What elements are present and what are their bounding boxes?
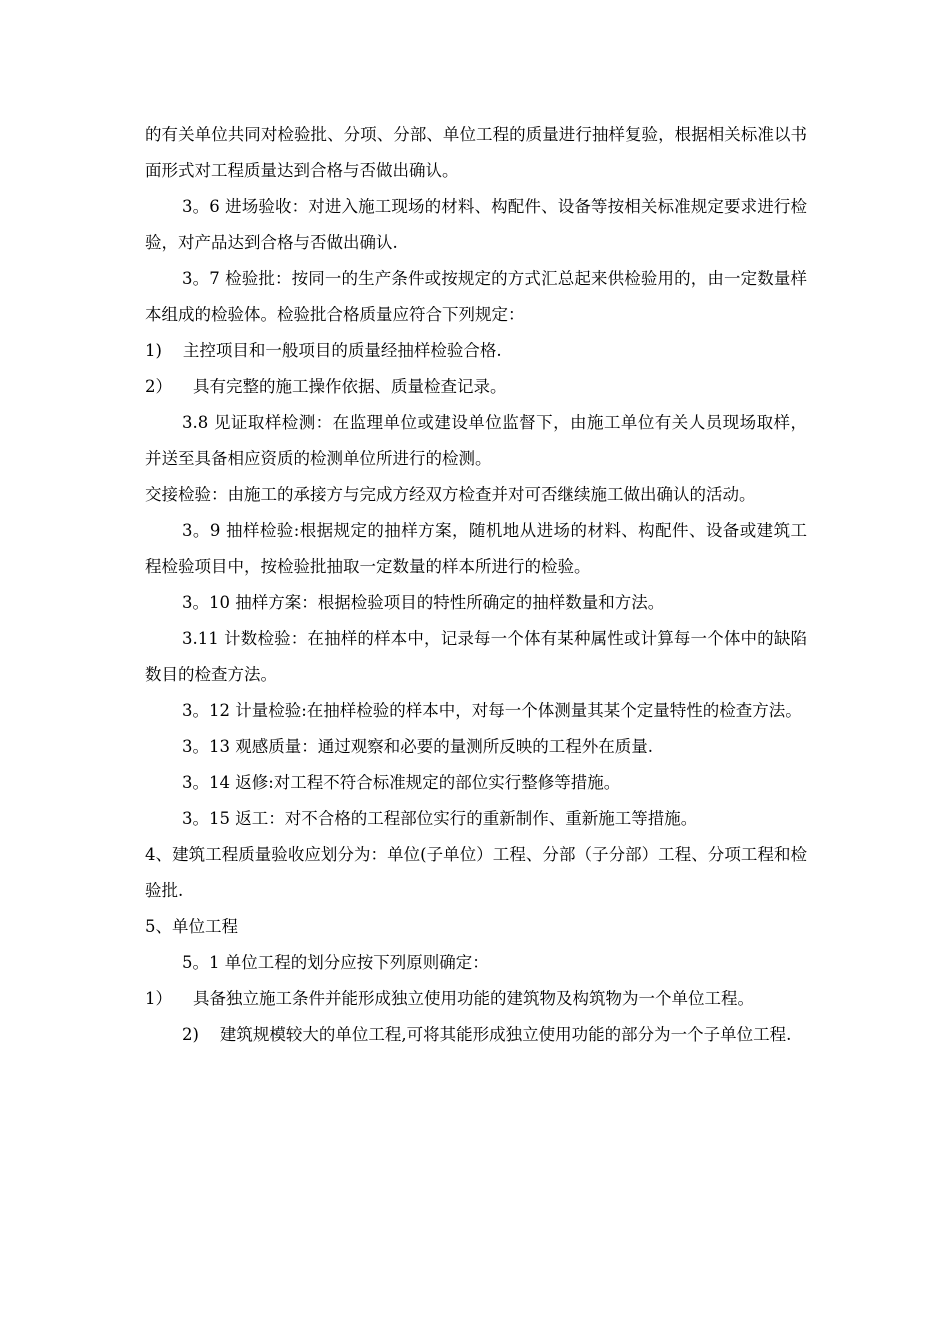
paragraph-3-11-count-inspection: 3.11 计数检验：在抽样的样本中，记录每一个体有某种属性或计算每一个体中的缺陷数目的检查方法。 — [145, 629, 807, 684]
list-item-2-sub-unit: 2) 建筑规模较大的单位工程,可将其能形成独立使用功能的部分为一个子单位工程. — [182, 1025, 792, 1044]
paragraph-inspection-recheck: 的有关单位共同对检验批、分项、分部、单位工程的质量进行抽样复验，根据相关标准以书面形式对工程质量达到合格与否做出确认。 — [145, 125, 807, 180]
paragraph-5-1-division-principles: 5。1 单位工程的划分应按下列原则确定： — [182, 953, 489, 972]
document-page — [145, 117, 807, 1053]
heading-5-unit-project: 5、单位工程 — [145, 917, 238, 936]
paragraph-3-15-rework: 3。15 返工：对不合格的工程部位实行的重新制作、重新施工等措施。 — [182, 809, 698, 828]
list-item-2-operation-basis: 2） 具有完整的施工操作依据、质量检查记录。 — [145, 377, 507, 396]
paragraph-3-12-measure-inspection: 3。12 计量检验:在抽样检验的样本中，对每一个体测量其某个定量特性的检查方法。 — [182, 701, 802, 720]
paragraph-3-9-sampling-inspection: 3。9 抽样检验:根据规定的抽样方案，随机地从进场的材料、构配件、设备或建筑工程检验项目中，按检验批抽取一定数量的样本所进行的检验。 — [145, 521, 807, 576]
paragraph-3-13-visual-quality: 3。13 观感质量：通过观察和必要的量测所反映的工程外在质量. — [182, 737, 653, 756]
list-item-1-main-control: 1) 主控项目和一般项目的质量经抽样检验合格. — [145, 341, 502, 360]
paragraph-3-7-inspection-lot: 3。7 检验批：按同一的生产条件或按规定的方式汇总起来供检验用的，由一定数量样本组成的检验体。检验批合格质量应符合下列规定： — [145, 269, 807, 324]
list-item-1-independent-unit: 1） 具备独立施工条件并能形成独立使用功能的建筑物及构筑物为一个单位工程。 — [145, 989, 754, 1008]
paragraph-4-acceptance-division: 4、建筑工程质量验收应划分为：单位(子单位）工程、分部（子分部）工程、分项工程和检验批. — [145, 845, 807, 900]
paragraph-3-10-sampling-plan: 3。10 抽样方案：根据检验项目的特性所确定的抽样数量和方法。 — [182, 593, 665, 612]
paragraph-3-8-witness-sampling: 3.8 见证取样检测：在监理单位或建设单位监督下，由施工单位有关人员现场取样，并送至具备相应资质的检测单位所进行的检测。 — [145, 413, 807, 468]
paragraph-handover-inspection: 交接检验：由施工的承接方与完成方经双方检查并对可否继续施工做出确认的活动。 — [145, 485, 756, 504]
paragraph-3-14-repair: 3。14 返修:对工程不符合标准规定的部位实行整修等措施。 — [182, 773, 621, 792]
paragraph-3-6-site-acceptance: 3。6 进场验收：对进入施工现场的材料、构配件、设备等按相关标准规定要求进行检验，对产品达到合格与否做出确认. — [145, 197, 807, 252]
